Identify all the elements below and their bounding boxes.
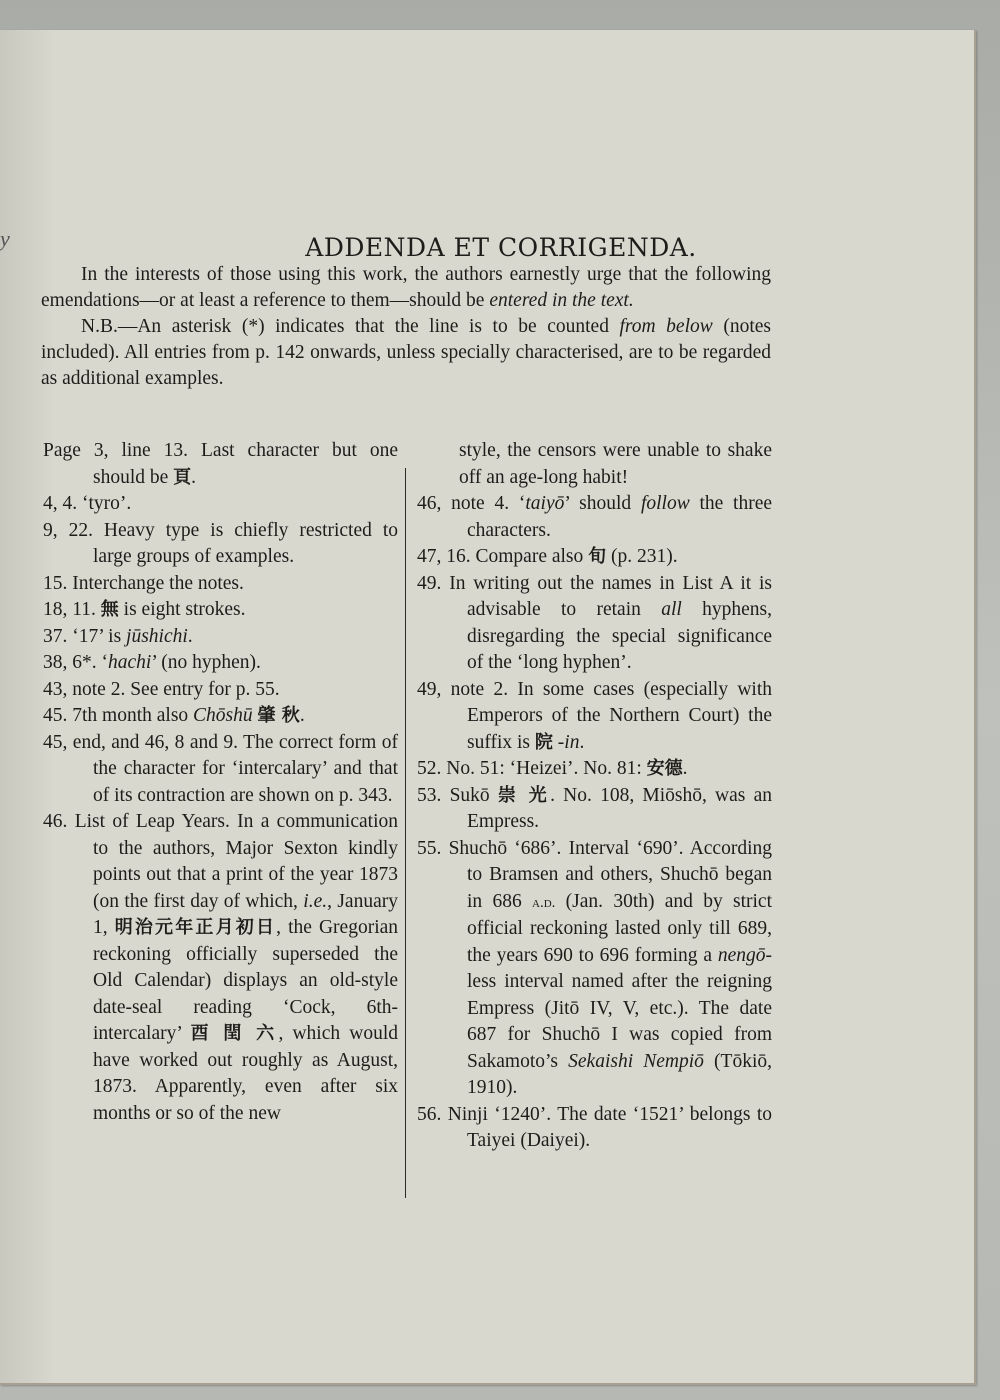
entry-p53: 53. Sukō 崇 光. No. 108, Miōshō, was an Empress. bbox=[417, 784, 772, 832]
entry-p46-leap-years: 46. List of Leap Years. In a communication to the authors, Major Sexton kindly points out that a print of the year 1873 (on the first day of which, i.e., January 1, 明治元年正月初日, the Gregorian reckoning officially superseded the Old Calendar) displays an old-style date-seal reading ‘Cock, 6th-intercalary’ 酉 閏 六, which would have worked out roughly as August, 1873. Apparently, even after six months or so of the new bbox=[43, 811, 399, 1124]
intro-section bbox=[41, 262, 771, 392]
entry-p47: 47, 16. Compare also 旬 (p. 231). bbox=[417, 546, 678, 567]
intro-paragraph-1: In the interests of those using this work, the authors earnestly urge that the following emendations—or at least a reference to them—should be entered in the text. bbox=[41, 264, 771, 311]
page-title: ADDENDA ET CORRIGENDA. bbox=[305, 232, 697, 262]
entry-p56: 56. Ninji ‘1240’. The date ‘1521’ belongs to Taiyei (Daiyei). bbox=[417, 1103, 772, 1151]
entry-p15: 15. Interchange the notes. bbox=[43, 572, 244, 594]
entry-p9: 9, 22. Heavy type is chiefly restricted to large groups of examples. bbox=[43, 519, 398, 567]
entry-p46-note4: 46, note 4. ‘taiyō’ should follow the three characters. bbox=[417, 493, 773, 541]
entry-p52: 52. No. 51: ‘Heizei’. No. 81: 安德. bbox=[417, 758, 688, 779]
entry-p45: 45. 7th month also Chōshū 肇 秋. bbox=[43, 705, 305, 726]
intro-paragraph-nb: N.B.—An asterisk (*) indicates that the line is to be counted from below (notes included). All entries from p. 142 onwards, unless specially characterised, are to be regarded as additional examples. bbox=[41, 316, 771, 389]
entry-p43: 43, note 2. See entry for p. 55. bbox=[43, 678, 280, 700]
entry-p46-continued: style, the censors were unable to shake off an age-long habit! bbox=[459, 440, 772, 488]
entry-p37: 37. ‘17’ is jūshichi. bbox=[43, 625, 193, 647]
column-divider bbox=[405, 468, 406, 1198]
entry-p4: 4, 4. ‘tyro’. bbox=[43, 493, 132, 514]
entry-p3: Page 3, line 13. Last character but one should be 頁. bbox=[43, 440, 398, 488]
entry-p45-end: 45, end, and 46, 8 and 9. The correct form of the character for ‘intercalary’ and that of its contraction are shown on p. 343. bbox=[43, 731, 398, 806]
gutter-bleed-mark: y bbox=[0, 226, 10, 251]
entry-p55: 55. Shuchō ‘686’. Interval ‘690’. According to Bramsen and others, Shuchō began in 686 a.d. (Jan. 30th) and by strict official reckoning lasted only till 689, the years 690 to 696 forming a nengō-less interval named after the reigning Empress (Jitō IV, V, etc.). The date 687 for Shuchō I was copied from Sakamoto’s Sekaishi Nempiō (Tōkiō, 1910). bbox=[417, 837, 772, 1098]
entry-p49: 49. In writing out the names in List A it is advisable to retain all hyphens, disregarding the special significance of the ‘long hyphen’. bbox=[417, 572, 772, 673]
left-column bbox=[43, 438, 398, 1127]
entry-p38: 38, 6*. ‘hachi’ (no hyphen). bbox=[43, 652, 261, 673]
right-column bbox=[417, 438, 772, 1155]
entry-p18: 18, 11. 無 is eight strokes. bbox=[43, 599, 246, 620]
corrigenda-columns bbox=[43, 438, 773, 1198]
entry-p49-note2: 49, note 2. In some cases (especially with Emperors of the Northern Court) the suffix is 院 -in. bbox=[417, 678, 772, 753]
